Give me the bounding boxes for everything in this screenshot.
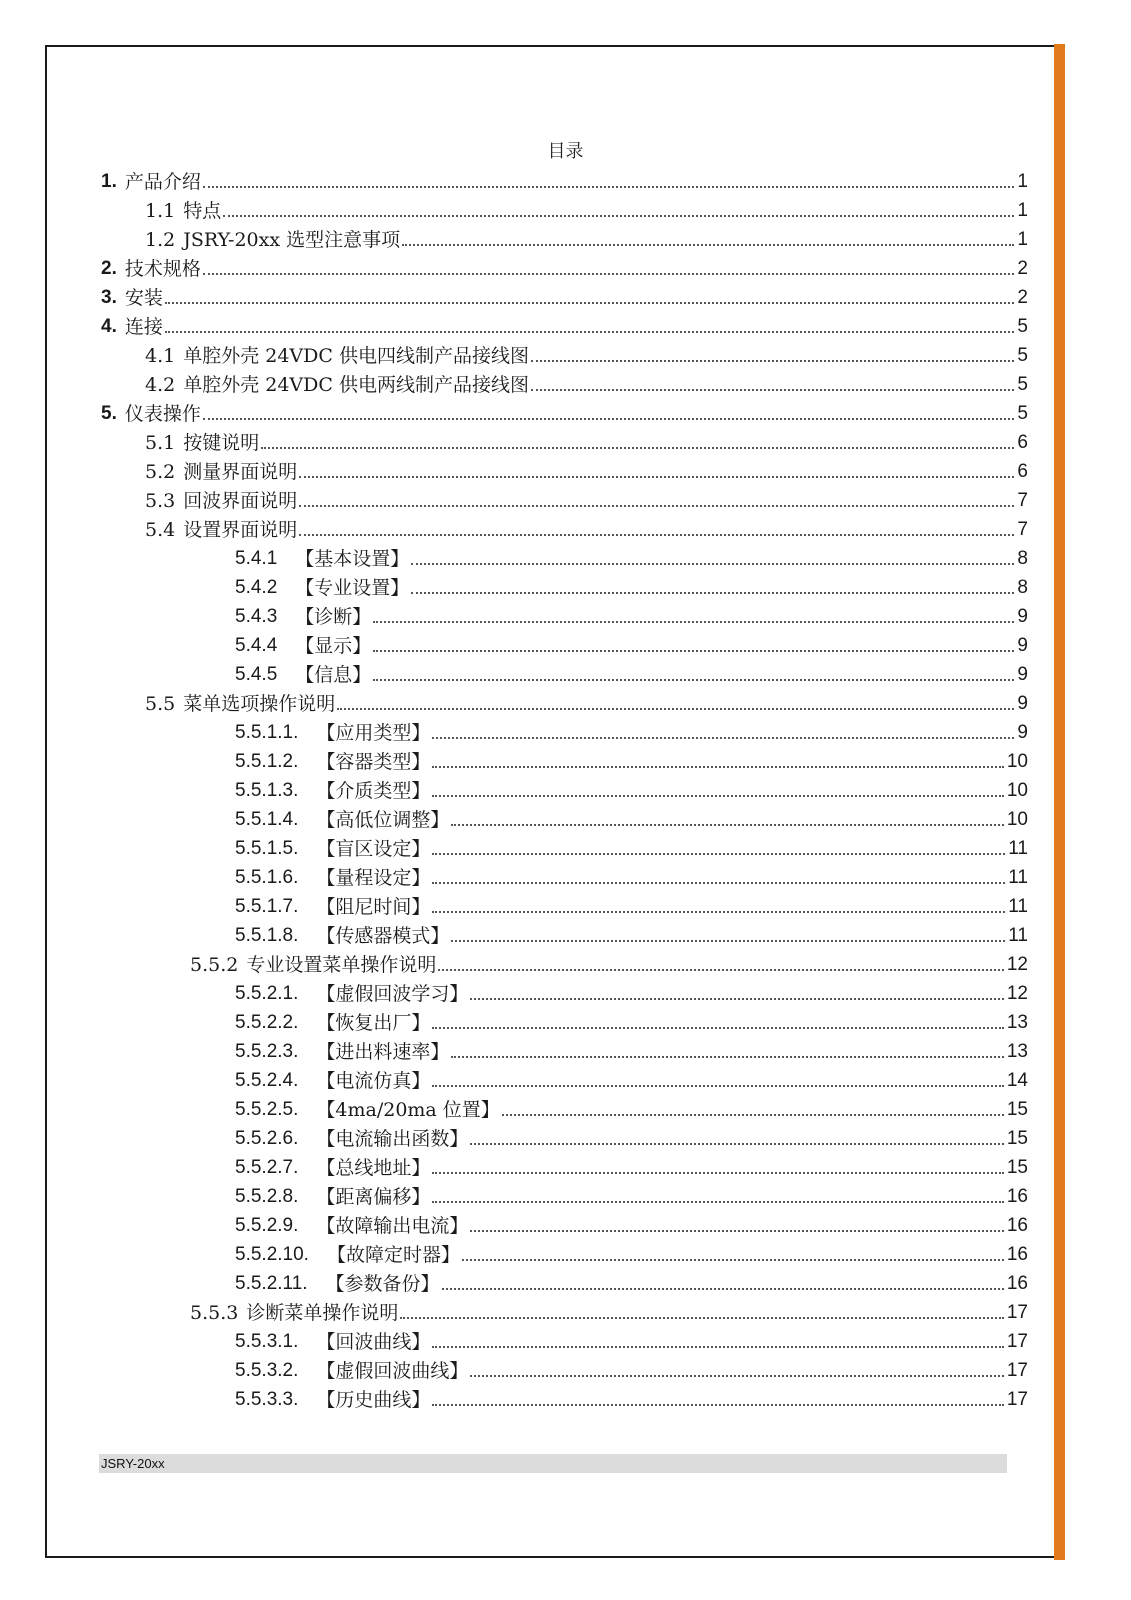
toc-dot-leader xyxy=(502,1113,1004,1116)
toc-entry-text: 特点 xyxy=(183,200,222,222)
toc-entry[interactable] xyxy=(145,513,1028,542)
toc-entry-number: 5.5.3.1. xyxy=(235,1331,299,1352)
toc-page-number: 13 xyxy=(1006,1041,1028,1062)
toc-entry[interactable] xyxy=(145,455,1028,484)
toc-page-number: 11 xyxy=(1008,896,1028,917)
toc-entry-text: 【历史曲线】 xyxy=(316,1389,431,1411)
toc-page-number: 11 xyxy=(1008,867,1028,888)
toc-entry-label xyxy=(190,953,436,977)
toc-entry[interactable] xyxy=(145,426,1028,455)
toc-entry-label xyxy=(235,1069,430,1093)
toc-entry[interactable] xyxy=(145,223,1028,252)
toc-entry-number: 5.5.3.2. xyxy=(235,1360,299,1381)
toc-entry-text: 设置界面说明 xyxy=(183,519,298,541)
toc-entry[interactable] xyxy=(235,1093,1028,1122)
toc-dot-leader xyxy=(432,881,1005,884)
toc-entry-number: 5.5.2.7. xyxy=(235,1157,299,1178)
toc-entry-label xyxy=(101,402,201,426)
toc-page-number: 2 xyxy=(1017,258,1028,279)
toc-entry-number: 5.5.2.9. xyxy=(235,1215,299,1236)
toc-entry-number: 1. xyxy=(101,171,117,192)
toc-entry-text: 技术规格 xyxy=(124,258,201,280)
toc-entry-label xyxy=(145,489,297,513)
toc-entry-label xyxy=(101,257,201,281)
toc-dot-leader xyxy=(442,1287,1004,1290)
toc-page-number: 2 xyxy=(1017,287,1028,308)
toc-entry-number: 5.5.2.3. xyxy=(235,1041,299,1062)
toc-entry-number: 5.5.2.8. xyxy=(235,1186,299,1207)
toc-dot-leader xyxy=(203,185,1015,188)
toc-entry-text: 【介质类型】 xyxy=(316,780,431,802)
toc-entry[interactable] xyxy=(145,339,1028,368)
toc-page-number: 7 xyxy=(1017,519,1028,540)
toc-entry[interactable] xyxy=(145,194,1028,223)
toc-entry-text: 产品介绍 xyxy=(124,171,201,193)
toc-entry[interactable] xyxy=(101,165,1028,194)
toc-entry-label xyxy=(235,605,371,629)
toc-entry-text: 【显示】 xyxy=(295,635,372,657)
toc-entry-number: 5.5.1.1. xyxy=(235,722,299,743)
toc-entry[interactable] xyxy=(235,658,1028,687)
toc-entry[interactable] xyxy=(235,745,1028,774)
toc-entry-label xyxy=(235,1156,430,1180)
toc-entry-text: 测量界面说明 xyxy=(183,461,298,483)
toc-entry-label xyxy=(235,750,430,774)
toc-entry[interactable] xyxy=(235,977,1028,1006)
toc-dot-leader xyxy=(451,939,1005,942)
toc-entry-label xyxy=(190,1301,398,1325)
toc-entry-label xyxy=(101,315,163,339)
toc-entry[interactable] xyxy=(235,919,1028,948)
toc-page-number: 12 xyxy=(1006,954,1028,975)
toc-entry[interactable] xyxy=(235,1006,1028,1035)
toc-dot-leader xyxy=(470,1374,1003,1377)
toc-entry-label xyxy=(101,286,163,310)
toc-page-number: 11 xyxy=(1008,838,1028,859)
toc-dot-leader xyxy=(432,1200,1003,1203)
toc-title: 目录 xyxy=(547,141,584,162)
toc-entry-text: 【阻尼时间】 xyxy=(316,896,431,918)
toc-dot-leader xyxy=(451,823,1003,826)
toc-entry-number: 5. xyxy=(101,403,117,424)
toc-page-number: 8 xyxy=(1017,577,1028,598)
toc-entry[interactable] xyxy=(235,1267,1028,1296)
toc-dot-leader xyxy=(337,707,1014,710)
toc-dot-leader xyxy=(470,1229,1003,1232)
toc-dot-leader xyxy=(432,1026,1003,1029)
toc-entry[interactable] xyxy=(101,397,1028,426)
toc-dot-leader xyxy=(432,1171,1003,1174)
toc-dot-leader xyxy=(470,997,1003,1000)
toc-entry[interactable] xyxy=(235,1064,1028,1093)
toc-entry-text: 【诊断】 xyxy=(295,606,372,628)
toc-entry-label xyxy=(235,576,409,600)
toc-entry-number: 5.5.1.3. xyxy=(235,780,299,801)
toc-dot-leader xyxy=(223,214,1014,217)
toc-entry-number: 5.5.2.2. xyxy=(235,1012,299,1033)
toc-dot-leader xyxy=(432,852,1005,855)
toc-entry-text: 【进出料速率】 xyxy=(316,1041,450,1063)
toc-entry-text: 【电流仿真】 xyxy=(316,1070,431,1092)
toc-page-number: 8 xyxy=(1017,548,1028,569)
toc-dot-leader xyxy=(373,678,1014,681)
toc-entry-text: 【信息】 xyxy=(295,664,372,686)
toc-dot-leader xyxy=(432,910,1005,913)
toc-entry[interactable] xyxy=(235,1209,1028,1238)
toc-dot-leader xyxy=(438,968,1003,971)
toc-page-number: 6 xyxy=(1017,432,1028,453)
toc-entry-label xyxy=(145,344,529,368)
toc-page-number: 5 xyxy=(1017,316,1028,337)
toc-entry[interactable] xyxy=(235,1354,1028,1383)
toc-entry-number: 5.2 xyxy=(145,461,176,483)
toc-dot-leader xyxy=(373,620,1014,623)
toc-entry-text: 【虚假回波学习】 xyxy=(316,983,469,1005)
toc-entry[interactable] xyxy=(235,832,1028,861)
toc-entry-text: 安装 xyxy=(124,287,163,309)
toc-page-number: 17 xyxy=(1006,1389,1028,1410)
toc-entry[interactable] xyxy=(145,484,1028,513)
toc-entry-text: 【虚假回波曲线】 xyxy=(316,1360,469,1382)
toc-entry-number: 4.2 xyxy=(145,374,176,396)
toc-dot-leader xyxy=(470,1142,1003,1145)
toc-entry-number: 5.5.2 xyxy=(190,954,239,976)
toc-entry[interactable] xyxy=(235,1383,1028,1412)
toc-entry-text: 单腔外壳 24VDC 供电四线制产品接线图 xyxy=(183,345,529,367)
toc-entry-label xyxy=(235,895,430,919)
toc-page-number: 9 xyxy=(1017,664,1028,685)
toc-dot-leader xyxy=(299,533,1014,536)
toc-page-number: 9 xyxy=(1017,635,1028,656)
toc-page-number: 9 xyxy=(1017,606,1028,627)
toc-dot-leader xyxy=(400,1316,1003,1319)
toc-entry-text: 【容器类型】 xyxy=(316,751,431,773)
toc-entry[interactable] xyxy=(235,1122,1028,1151)
footer-bar xyxy=(99,1454,1007,1473)
toc-entry[interactable] xyxy=(145,368,1028,397)
toc-entry-number: 5.5.2.6. xyxy=(235,1128,299,1149)
toc-entry-number: 3. xyxy=(101,287,117,308)
toc-entry-label xyxy=(235,663,371,687)
toc-entry[interactable] xyxy=(235,629,1028,658)
toc-entry-text: 回波界面说明 xyxy=(183,490,298,512)
toc-entry[interactable] xyxy=(145,687,1028,716)
toc-entry[interactable] xyxy=(235,861,1028,890)
toc-entry-text: JSRY-20xx 选型注意事项 xyxy=(183,229,401,251)
toc-page-number: 16 xyxy=(1006,1244,1028,1265)
toc-entry-number: 4.1 xyxy=(145,345,176,367)
toc-dot-leader xyxy=(203,417,1015,420)
toc-page-number: 13 xyxy=(1006,1012,1028,1033)
toc-entry-text: 【故障输出电流】 xyxy=(316,1215,469,1237)
toc-dot-leader xyxy=(402,243,1014,246)
toc-entry-text: 【回波曲线】 xyxy=(316,1331,431,1353)
toc-entry[interactable] xyxy=(190,1296,1028,1325)
toc-entry[interactable] xyxy=(235,890,1028,919)
toc-entry-text: 连接 xyxy=(124,316,163,338)
toc-dot-leader xyxy=(432,794,1003,797)
toc-entry-label xyxy=(145,692,335,716)
toc-entry[interactable] xyxy=(235,1151,1028,1180)
toc-entry[interactable] xyxy=(235,716,1028,745)
toc-entry-number: 5.4 xyxy=(145,519,176,541)
toc-entry-text: 按键说明 xyxy=(183,432,260,454)
toc-entry[interactable] xyxy=(235,1238,1028,1267)
toc-entry[interactable] xyxy=(190,948,1028,977)
toc-entry[interactable] xyxy=(235,1180,1028,1209)
toc-dot-leader xyxy=(432,1345,1003,1348)
toc-page-number: 5 xyxy=(1017,403,1028,424)
toc-entry-number: 5.4.1 xyxy=(235,548,278,569)
toc-page-number: 15 xyxy=(1006,1128,1028,1149)
toc-entry-label xyxy=(145,431,259,455)
toc-entry[interactable] xyxy=(101,281,1028,310)
toc-entry-label xyxy=(235,1185,430,1209)
toc-entry-label xyxy=(235,634,371,658)
toc-dot-leader xyxy=(451,1055,1003,1058)
toc-page-number: 12 xyxy=(1006,983,1028,1004)
toc-entry-label xyxy=(235,1272,440,1296)
toc-entry-number: 5.5 xyxy=(145,693,176,715)
toc-page-number: 15 xyxy=(1006,1099,1028,1120)
toc-entry-number: 5.4.2 xyxy=(235,577,278,598)
toc-dot-leader xyxy=(411,591,1014,594)
toc-entry-label xyxy=(235,1330,430,1354)
toc-entry[interactable] xyxy=(235,542,1028,571)
toc-entry-text: 【量程设定】 xyxy=(316,867,431,889)
toc-entry-label xyxy=(145,228,400,252)
toc-page-number: 5 xyxy=(1017,345,1028,366)
toc-entry[interactable] xyxy=(235,600,1028,629)
toc-dot-leader xyxy=(411,562,1014,565)
toc-entry-text: 【传感器模式】 xyxy=(316,925,450,947)
toc-page-number: 17 xyxy=(1006,1302,1028,1323)
toc-entry-text: 【电流输出函数】 xyxy=(316,1128,469,1150)
toc-entry-label xyxy=(235,1040,449,1064)
toc-entry-number: 5.5.1.8. xyxy=(235,925,299,946)
toc-entry[interactable] xyxy=(235,1325,1028,1354)
toc-dot-leader xyxy=(299,475,1014,478)
toc-page-number: 14 xyxy=(1006,1070,1028,1091)
toc-page-number: 1 xyxy=(1017,200,1028,221)
toc-entry-text: 【专业设置】 xyxy=(295,577,410,599)
toc-entry-label xyxy=(101,170,201,194)
toc-entry-label xyxy=(235,982,468,1006)
toc-page-number: 6 xyxy=(1017,461,1028,482)
toc-entry-number: 5.5.2.5. xyxy=(235,1099,299,1120)
toc-entry-number: 5.5.2.10. xyxy=(235,1244,309,1265)
toc-page-number: 10 xyxy=(1006,751,1028,772)
toc-dot-leader xyxy=(165,301,1015,304)
toc-entry-number: 5.5.3.3. xyxy=(235,1389,299,1410)
toc-entry[interactable] xyxy=(235,571,1028,600)
toc-entry-label xyxy=(145,518,297,542)
toc-dot-leader xyxy=(531,359,1014,362)
toc-entry-text: 诊断菜单操作说明 xyxy=(246,1302,399,1324)
toc-page-number: 11 xyxy=(1008,925,1028,946)
toc-entry-number: 5.5.1.4. xyxy=(235,809,299,830)
toc-entry-number: 5.4.4 xyxy=(235,635,278,656)
toc-entry-number: 5.5.2.4. xyxy=(235,1070,299,1091)
toc-entry[interactable] xyxy=(235,1035,1028,1064)
toc-entry-number: 5.5.3 xyxy=(190,1302,239,1324)
toc-page-number: 16 xyxy=(1006,1215,1028,1236)
toc-dot-leader xyxy=(373,649,1014,652)
toc-dot-leader xyxy=(462,1258,1004,1261)
toc-entry-number: 5.3 xyxy=(145,490,176,512)
toc-entry-text: 单腔外壳 24VDC 供电两线制产品接线图 xyxy=(183,374,529,396)
toc-entry-label xyxy=(145,199,221,223)
toc-entry-label xyxy=(235,779,430,803)
toc-dot-leader xyxy=(165,330,1015,333)
toc-entry-number: 5.4.3 xyxy=(235,606,278,627)
toc-entry-text: 专业设置菜单操作说明 xyxy=(246,954,437,976)
toc-dot-leader xyxy=(203,272,1015,275)
toc-entry-label xyxy=(235,1214,468,1238)
toc-dot-leader xyxy=(299,504,1014,507)
toc-entry-text: 仪表操作 xyxy=(124,403,201,425)
toc-page-number: 7 xyxy=(1017,490,1028,511)
toc-entry-label xyxy=(145,373,529,397)
toc-entry-text: 菜单选项操作说明 xyxy=(183,693,336,715)
toc-entry-label xyxy=(235,1011,430,1035)
toc-entry-text: 【距离偏移】 xyxy=(316,1186,431,1208)
toc-entry-number: 2. xyxy=(101,258,117,279)
toc-dot-leader xyxy=(432,1084,1003,1087)
toc-entry-text: 【参数备份】 xyxy=(325,1273,440,1295)
toc-entry-number: 1.2 xyxy=(145,229,176,251)
toc-entry-number: 5.5.2.11. xyxy=(235,1273,308,1294)
toc-page-number: 5 xyxy=(1017,374,1028,395)
toc-entry[interactable] xyxy=(101,310,1028,339)
footer-text: JSRY-20xx xyxy=(101,1456,165,1471)
toc-entry-text: 【基本设置】 xyxy=(295,548,410,570)
toc-entry-number: 4. xyxy=(101,316,117,337)
toc-page-number: 10 xyxy=(1006,780,1028,801)
toc-entry-number: 5.5.1.7. xyxy=(235,896,299,917)
toc-entry-label xyxy=(235,1127,468,1151)
toc-entry-number: 5.4.5 xyxy=(235,664,278,685)
toc-page-number: 16 xyxy=(1006,1186,1028,1207)
toc-entry-label xyxy=(235,547,409,571)
toc-dot-leader xyxy=(432,765,1003,768)
toc-entry-text: 【高低位调整】 xyxy=(316,809,450,831)
toc-page-number: 1 xyxy=(1017,171,1028,192)
toc-page-number: 1 xyxy=(1017,229,1028,250)
toc-entry[interactable] xyxy=(235,803,1028,832)
toc-page-number: 17 xyxy=(1006,1360,1028,1381)
toc-entry-text: 【应用类型】 xyxy=(316,722,431,744)
toc-entry-number: 5.5.2.1. xyxy=(235,983,299,1004)
toc-page-number: 17 xyxy=(1006,1331,1028,1352)
toc-entry-text: 【故障定时器】 xyxy=(326,1244,460,1266)
toc-entry-number: 5.5.1.5. xyxy=(235,838,299,859)
toc-entry-number: 5.5.1.2. xyxy=(235,751,299,772)
toc-page-number: 15 xyxy=(1006,1157,1028,1178)
toc-dot-leader xyxy=(432,736,1014,739)
toc-page-number: 10 xyxy=(1006,809,1028,830)
toc-entry-text: 【总线地址】 xyxy=(316,1157,431,1179)
toc-page-number: 9 xyxy=(1017,722,1028,743)
toc-entry-label xyxy=(145,460,297,484)
toc-entry-number: 5.1 xyxy=(145,432,176,454)
toc-entry-label xyxy=(235,1243,460,1267)
toc-entry-number: 1.1 xyxy=(145,200,176,222)
toc-entry-label xyxy=(235,1359,468,1383)
toc-entry-label xyxy=(235,1098,500,1122)
toc-entry-text: 【恢复出厂】 xyxy=(316,1012,431,1034)
toc-entry-label xyxy=(235,866,430,890)
toc-page-number: 9 xyxy=(1017,693,1028,714)
toc-dot-leader xyxy=(261,446,1014,449)
toc-entry-label xyxy=(235,1388,430,1412)
toc-entry-label xyxy=(235,721,430,745)
toc-entry-text: 【4ma/20ma 位置】 xyxy=(316,1099,500,1121)
toc-entry[interactable] xyxy=(101,252,1028,281)
toc-dot-leader xyxy=(531,388,1014,391)
toc-dot-leader xyxy=(432,1403,1003,1406)
toc-page-number: 16 xyxy=(1006,1273,1028,1294)
toc-entry-label xyxy=(235,808,449,832)
toc-entry-label xyxy=(235,837,430,861)
toc-entry[interactable] xyxy=(235,774,1028,803)
toc-entry-label xyxy=(235,924,449,948)
toc-entry-text: 【盲区设定】 xyxy=(316,838,431,860)
toc-entry-number: 5.5.1.6. xyxy=(235,867,299,888)
